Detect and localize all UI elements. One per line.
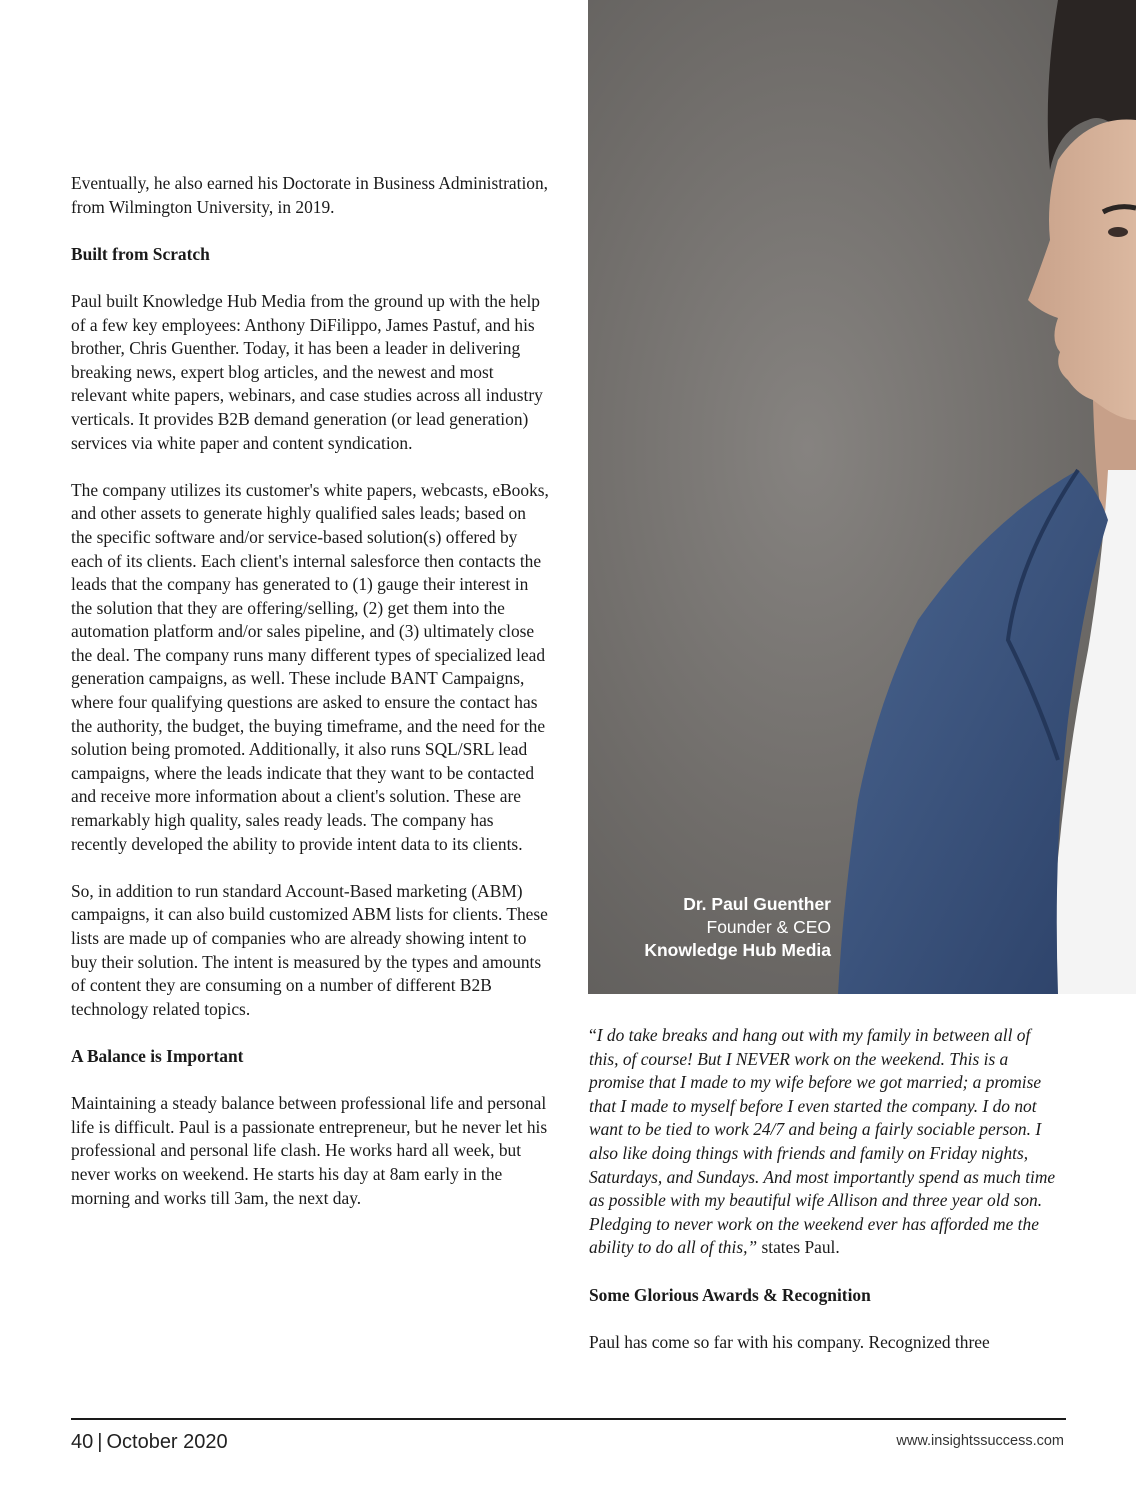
footer-divider: [71, 1418, 1066, 1420]
section-heading: Built from Scratch: [71, 243, 210, 264]
paragraph: Eventually, he also earned his Doctorate in Business Administration, from Wilmington University, in 2019.: [71, 173, 549, 217]
paragraph: Paul built Knowledge Hub Media from the ground up with the help of a few key employees: Anthony DiFilippo, James Pastuf, and his brother, Chris Guenther. Today, it has been a leader in delivering breaking news, expert blog articles, and the newest and most relevant white papers, webinars, and case studies across all industry verticals. It provides B2B demand generation (or lead generation) services via white paper and content syndication.: [71, 290, 543, 453]
caption-name: Dr. Paul Guenther: [683, 894, 831, 914]
left-article-column: [71, 172, 549, 1234]
quote-open-mark: “: [589, 1025, 597, 1045]
section-heading: A Balance is Important: [71, 1045, 244, 1066]
issue-date: October 2020: [106, 1431, 228, 1453]
photo-caption: [644, 893, 831, 962]
portrait-photo: [588, 0, 1136, 994]
paragraph: The company utilizes its customer's white papers, webcasts, eBooks, and other assets to generate highly qualified sales leads; based on the specific software and/or service-based solution(s) offered by each of its clients. Each client's internal salesforce then contacts the leads that the company has generated to (1) gauge their interest in the solution that they are offering/selling, (2) get them into the automation platform and/or sales pipeline, and (3) ultimately close the deal. The company runs many different types of specialized lead generation campaigns, as well. These include BANT Campaigns, where four qualifying questions are asked to ensure the contact has the authority, the budget, the buying timeframe, and the need for the solution being promoted. Additionally, it also runs SQL/SRL lead campaigns, where the leads indicate that they want to be contacted and receive more information about a client's solution. These are remarkably high quality, sales ready leads. The company has recently developed the ability to provide intent data to its clients.: [71, 479, 549, 854]
caption-title: Founder & CEO: [706, 917, 831, 937]
page-number: 40: [71, 1431, 94, 1453]
paragraph: So, in addition to run standard Account-Based marketing (ABM) campaigns, it can also build customized ABM lists for clients. These lists are made up of companies who are already showing intent to buy their solution. The intent is measured by the types and amounts of content they are consuming on a number of different B2B technology related topics.: [71, 880, 548, 1019]
paragraph: Maintaining a steady balance between professional life and personal life is difficult. Paul is a passionate entrepreneur, but he never let his professional and personal life clash. He works hard all week, but never works on weekend. He starts his day at 8am early in the morning and works till 3am, the next day.: [71, 1093, 548, 1208]
section-heading: Some Glorious Awards & Recognition: [589, 1284, 871, 1305]
right-article-column: [589, 1024, 1059, 1378]
footer-page-info: [71, 1431, 228, 1454]
quote-text: I do take breaks and hang out with my family in between all of this, of course! But I NEVER work on the weekend. This is a promise that I made to my wife before we got married; a promise that I made to myself before I even started the company. I do not want to be tied to work 24/7 and being a fairly sociable person. I also like doing things with friends and family on Friday nights, Saturdays, and Sundays. And most importantly spend as much time as possible with my beautiful wife Allison and three year old son. Pledging to never work on the weekend ever has afforded me the ability to do all of this,”: [589, 1025, 1056, 1258]
website-link[interactable]: www.insightssuccess.com: [896, 1433, 1064, 1449]
quote-attribution: states Paul.: [757, 1237, 840, 1258]
caption-company: Knowledge Hub Media: [644, 940, 831, 960]
pull-quote: [589, 1024, 1059, 1260]
footer-separator: |: [97, 1431, 103, 1453]
portrait-illustration: [588, 0, 1136, 994]
paragraph: Paul has come so far with his company. Recognized three: [589, 1331, 990, 1352]
